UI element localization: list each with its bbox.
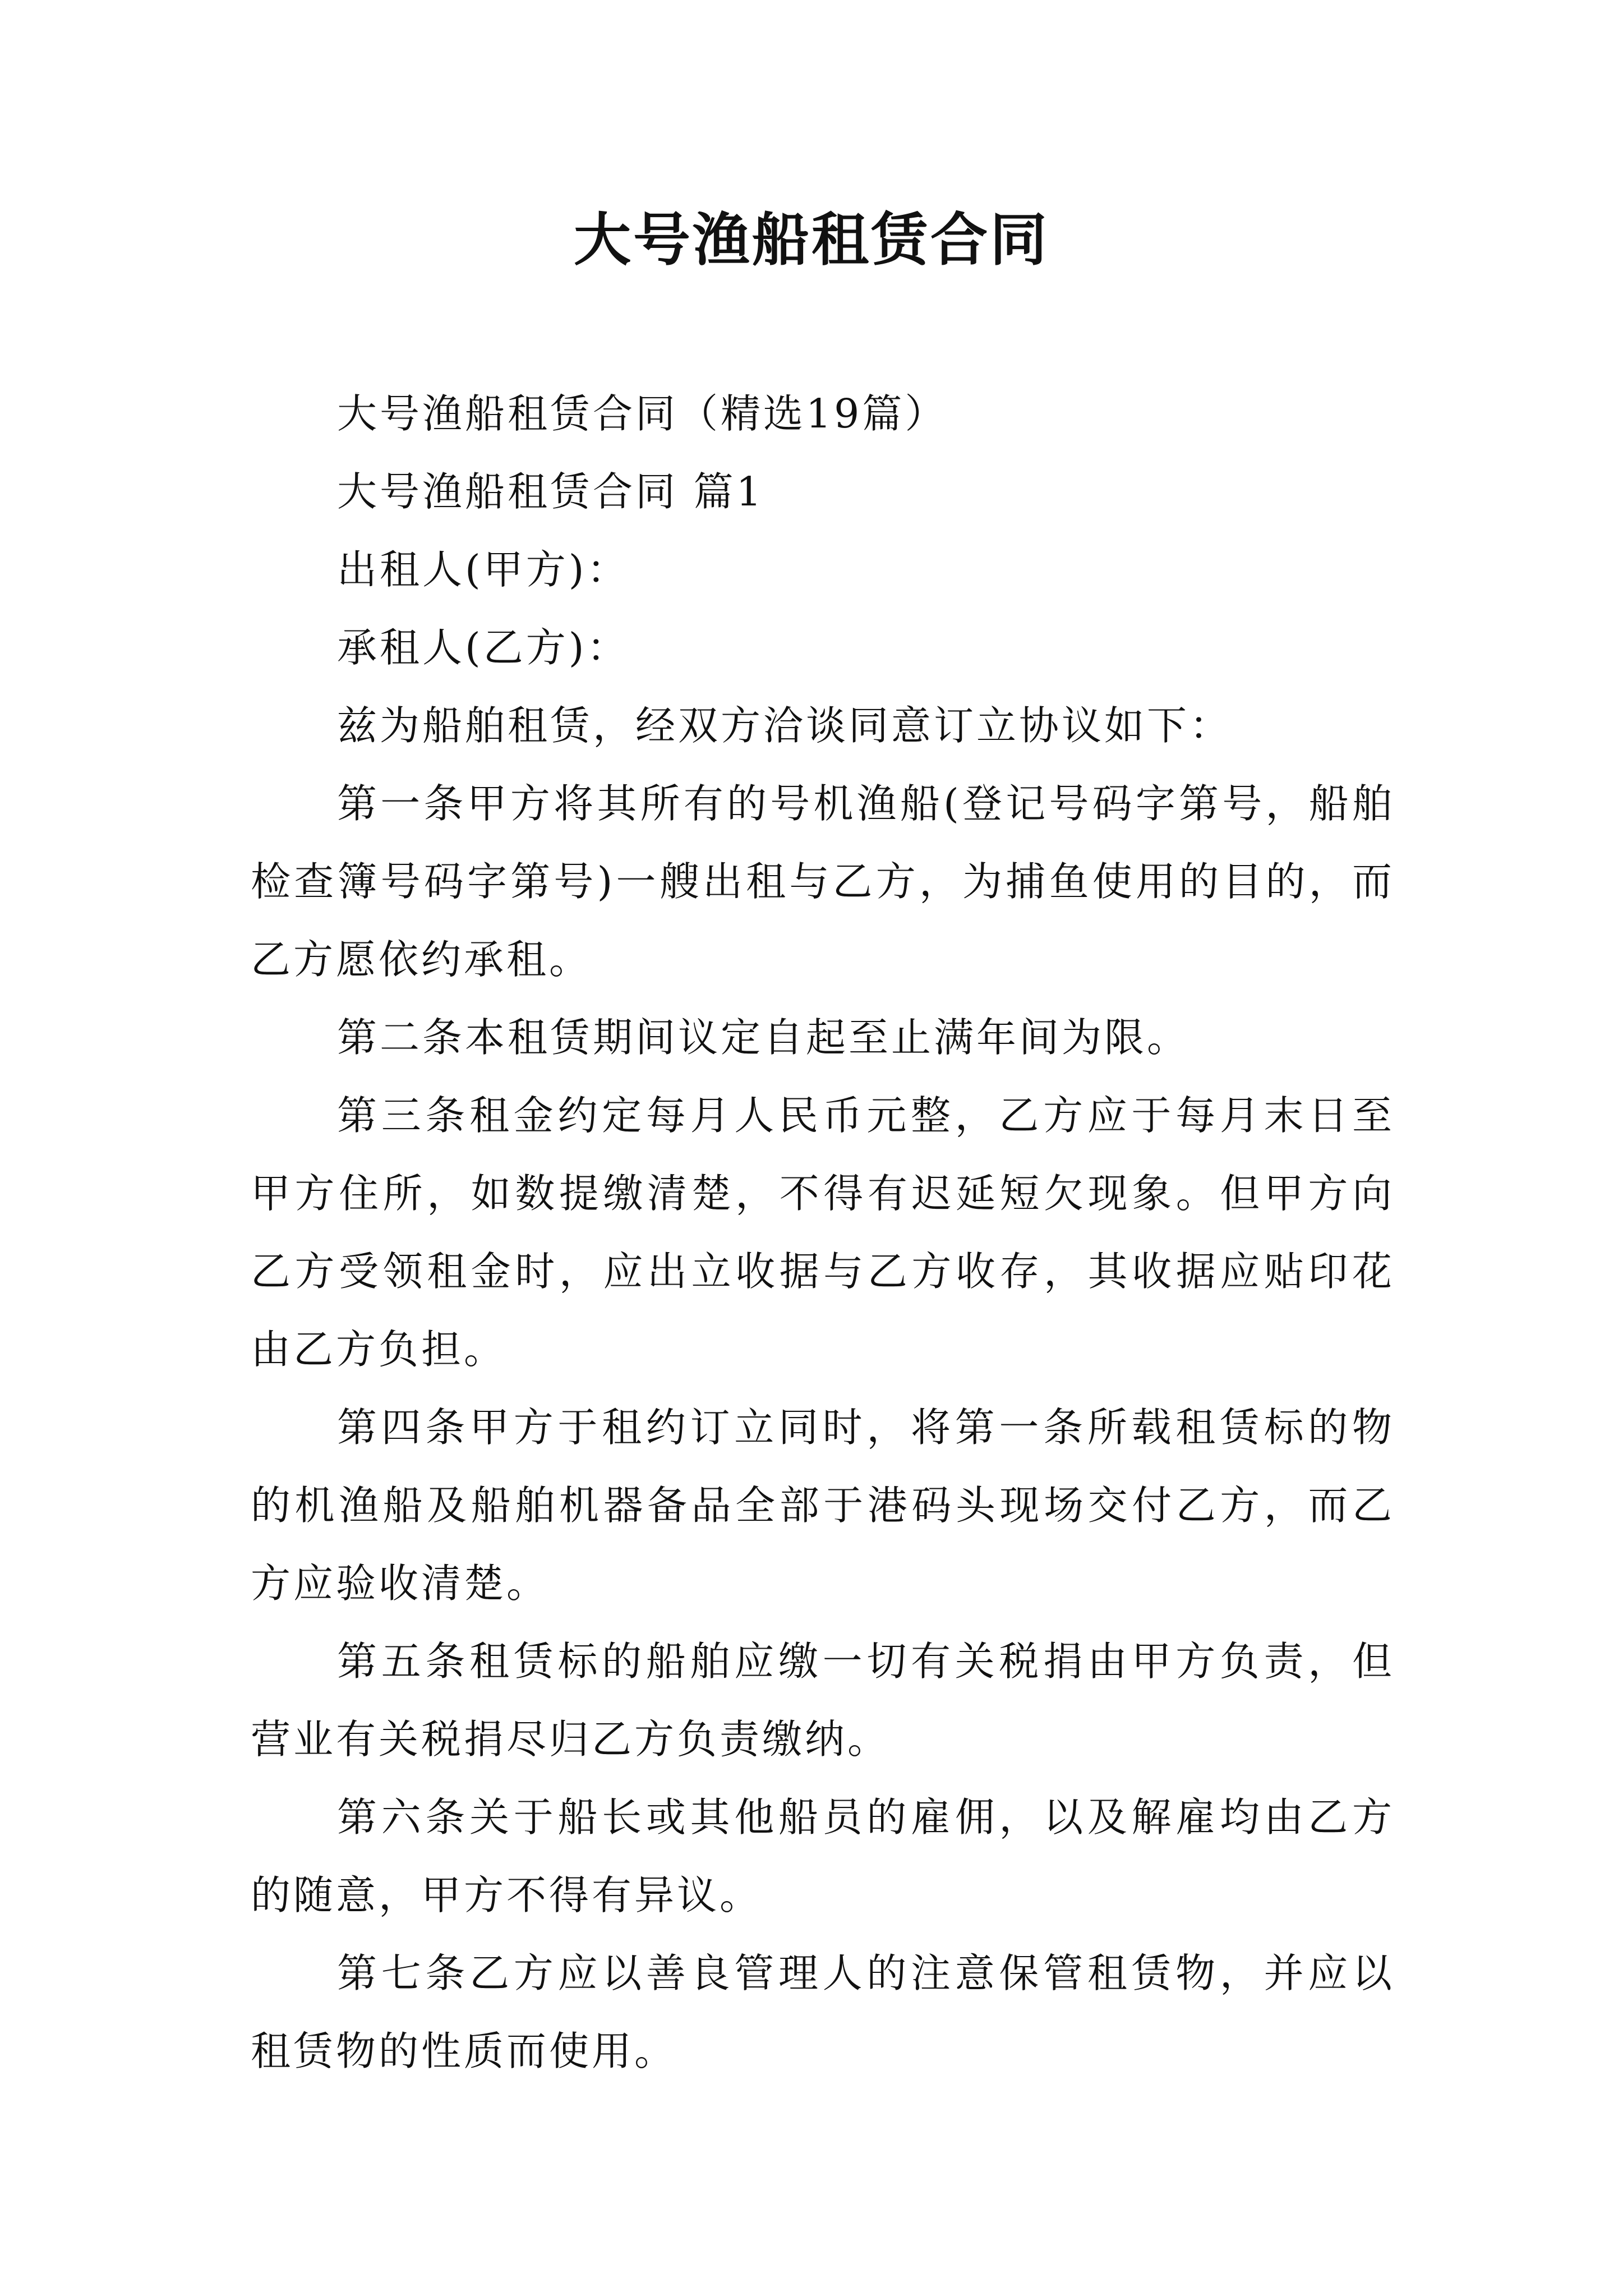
paragraph-article-7: 第七条乙方应以善良管理人的注意保管租赁物，并应以租赁物的性质而使用。: [251, 1950, 1395, 2074]
document-title: 大号渔船租赁合同: [574, 206, 1049, 274]
paragraph-article-5: 第五条租赁标的船舶应缴一切有关税捐由甲方负责，但营业有关税捐尽归乙方负责缴纳。: [251, 1638, 1395, 1763]
paragraph-article-3: 第三条租金约定每月人民币元整，乙方应于每月末日至甲方住所，如数提缴清楚，不得有迟延短欠现象。但甲方向乙方受领租金时，应出立收据与乙方收存，其收据应贴印花由乙方负担。: [251, 1092, 1395, 1373]
paragraph-article-4: 第四条甲方于租约订立同时，将第一条所载租赁标的物的机渔船及船舶机器备品全部于港码头现场交付乙方，而乙方应验收清楚。: [251, 1404, 1395, 1607]
paragraph-lessor: 出租人(甲方)：: [337, 546, 630, 593]
paragraph-article-2: 第二条本租赁期间议定自起至止满年间为限。: [337, 1014, 1190, 1061]
document-body: [251, 375, 1395, 2090]
paragraph-article-1: 第一条甲方将其所有的号机渔船(登记号码字第号，船舶检查簿号码字第号)一艘出租与乙方，为捕鱼使用的目的，而乙方愿依约承租。: [251, 780, 1395, 983]
paragraph-section-heading: 大号渔船租赁合同 篇1: [337, 468, 764, 515]
paragraph-collection-heading: 大号渔船租赁合同（精选19篇）: [337, 390, 948, 437]
paragraph-article-6: 第六条关于船长或其他船员的雇佣，以及解雇均由乙方的随意，甲方不得有异议。: [251, 1794, 1395, 1918]
paragraph-preamble: 兹为船舶租赁，经双方洽谈同意订立协议如下：: [337, 702, 1233, 749]
paragraph-lessee: 承租人(乙方)：: [337, 624, 630, 671]
